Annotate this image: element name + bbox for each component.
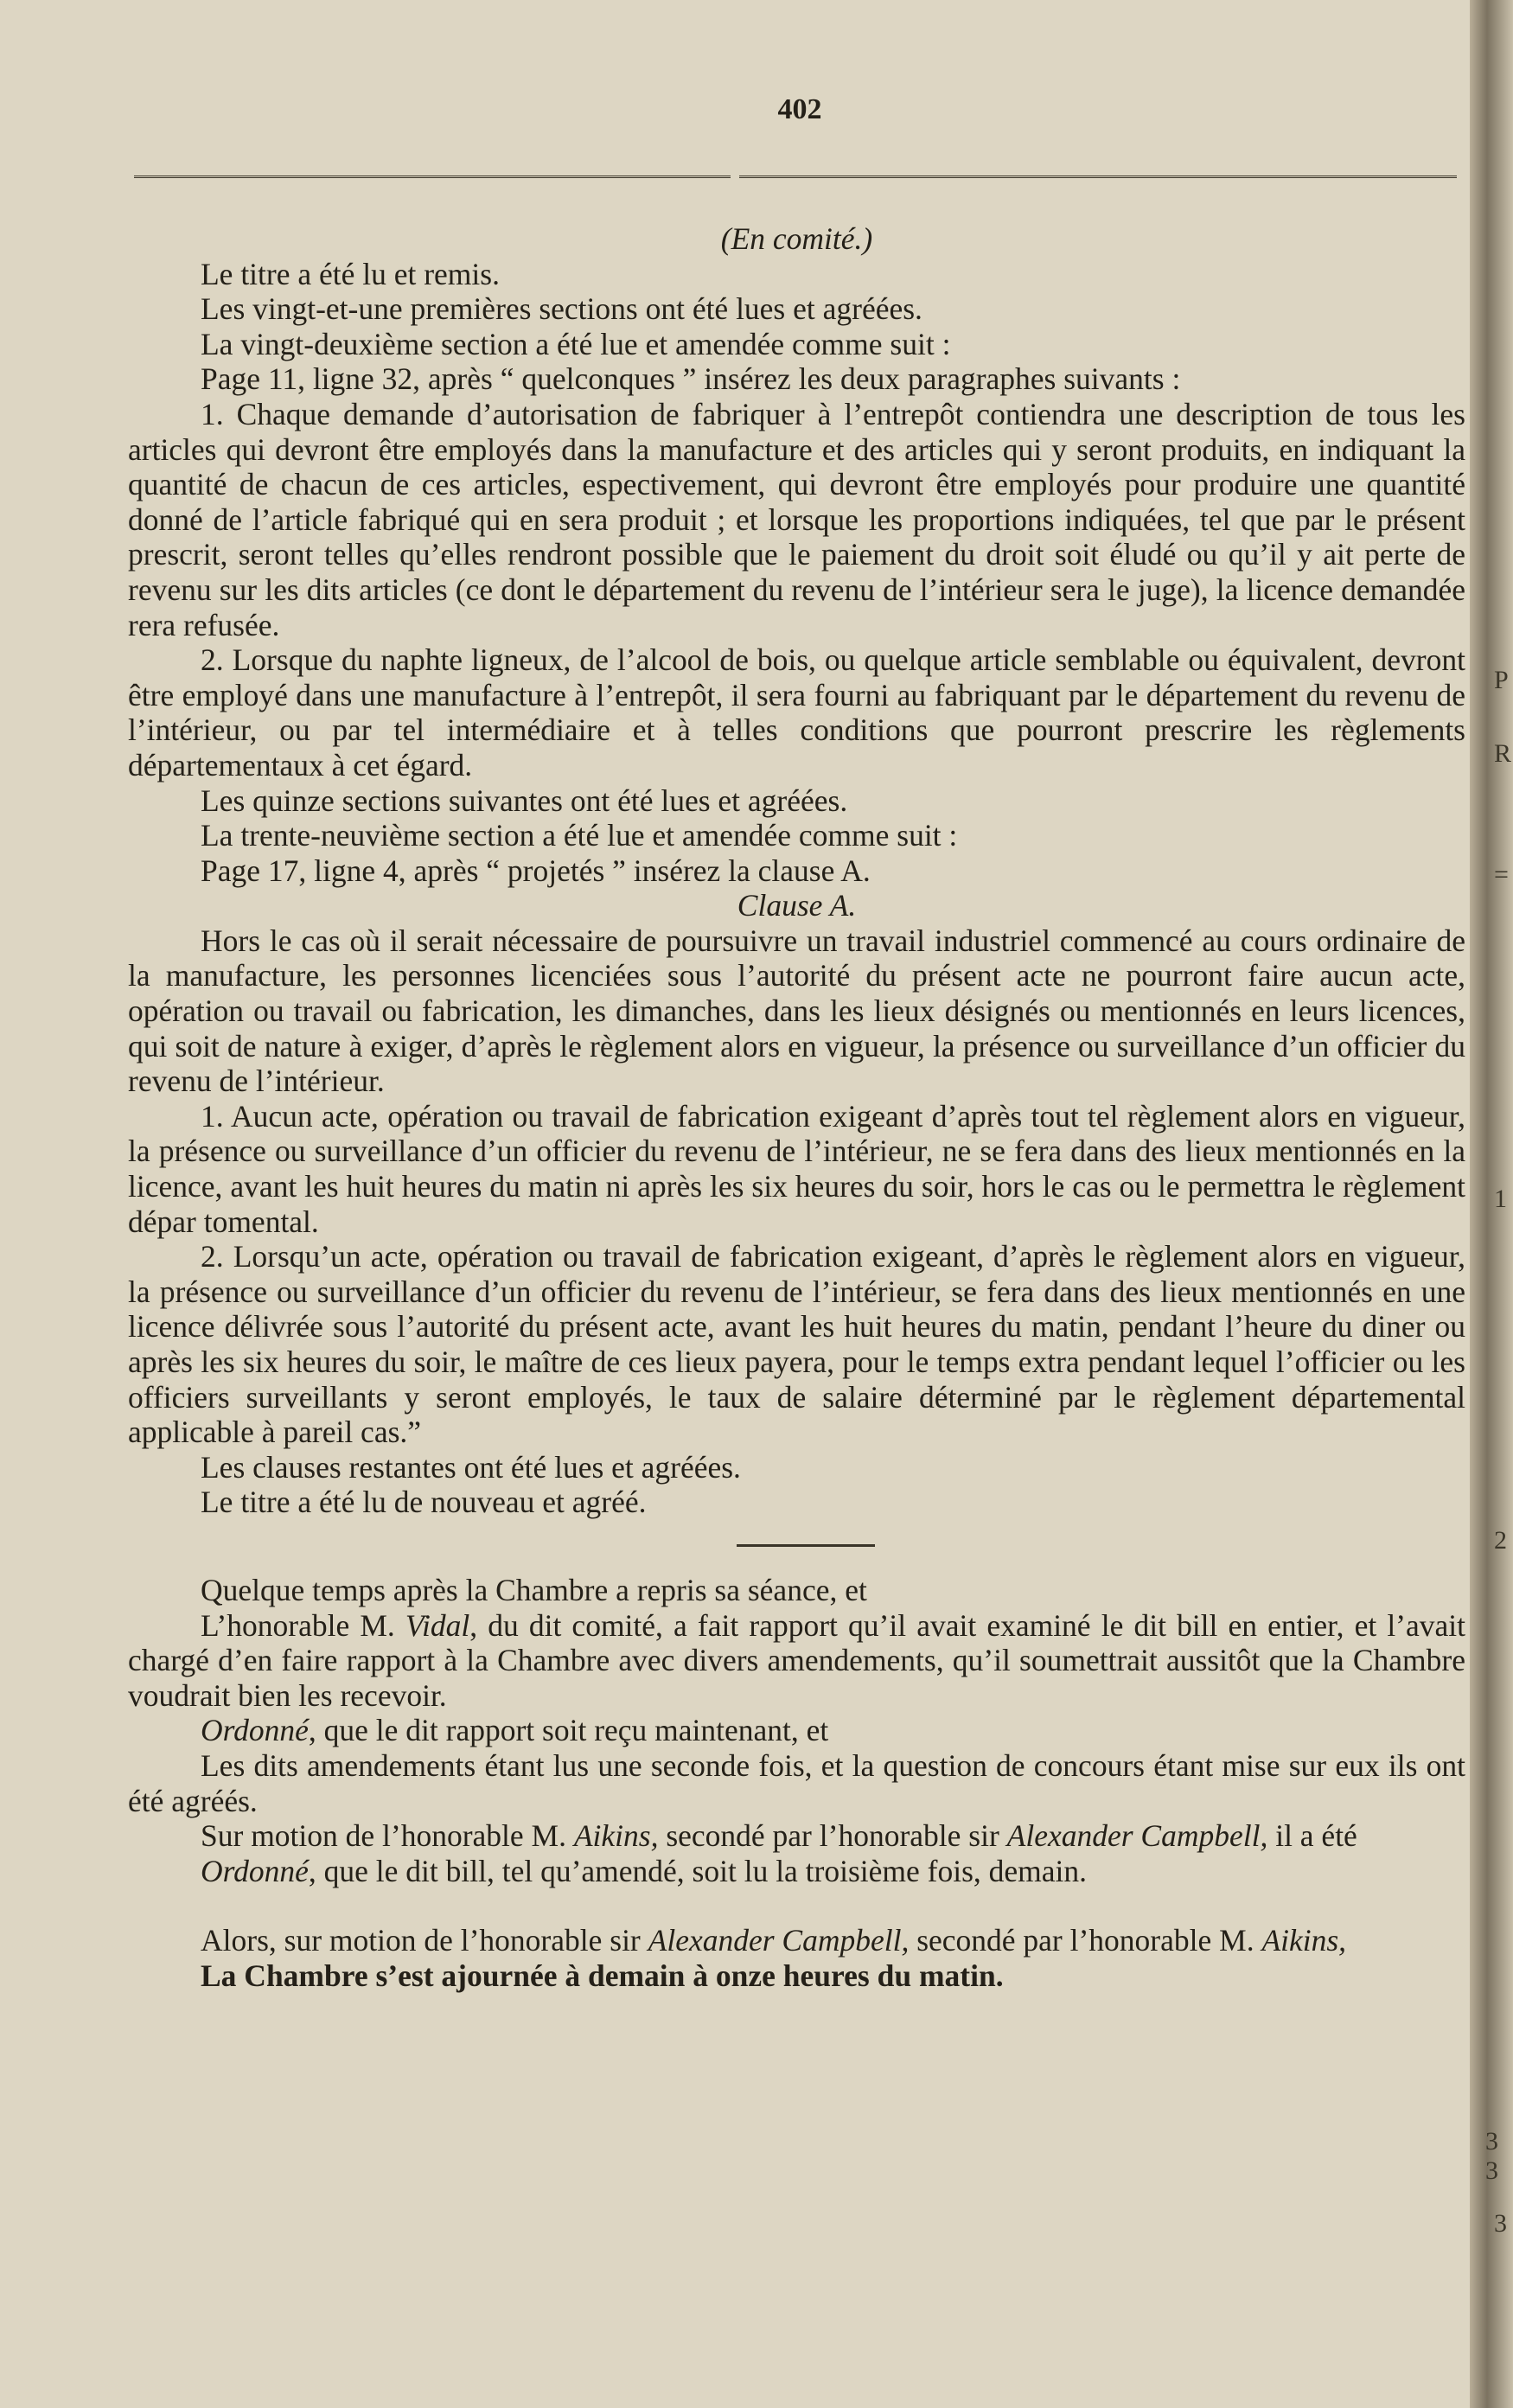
paragraph: Les vingt-et-une premières sections ont été lues et agréées. bbox=[201, 291, 922, 327]
adjournment-line: La Chambre s’est ajournée à demain à onze heures du matin. bbox=[201, 1958, 1004, 1993]
paragraph-gap bbox=[128, 1888, 1465, 1923]
body-text bbox=[128, 221, 1465, 1994]
paragraph: Page 17, ligne 4, après “ projetés ” insérez la clause A. bbox=[201, 853, 871, 888]
paragraph: Le titre a été lu de nouveau et agréé. bbox=[201, 1485, 647, 1520]
paragraph: Page 11, ligne 32, après “ quelconques ” insérez les deux paragraphes suivants : bbox=[201, 361, 1181, 397]
paragraph: 2. Lorsque du naphte ligneux, de l’alcool de bois, ou quelque article semblable ou équivalent, devront être employé dans une manufacture à l’entrepôt, il sera fourni au fabriquant par le département du revenu de l’intérieur, ou par tel intermédiaire et à telles conditions que pourront prescrire les règlements départementaux à cet égard. bbox=[128, 642, 1465, 782]
paragraph: 1. Aucun acte, opération ou travail de fabrication exigeant d’après tout tel règlement alors en vigueur, la présence ou surveillance d’un officier du revenu de l’intérieur, ne se fera dans des lieux mentionnés en la licence, avant les huit heures du matin ni après les six heures du soir, hors le cas ou le permettra le règlement dépar tomental. bbox=[128, 1098, 1465, 1239]
paragraph: La vingt-deuxième section a été lue et amendée comme suit : bbox=[201, 326, 951, 361]
margin-mark: R bbox=[1494, 739, 1512, 768]
margin-mark: 1 bbox=[1494, 1185, 1507, 1213]
margin-mark: = bbox=[1494, 860, 1509, 889]
paragraph: La trente-neuvième section a été lue et amendée comme suit : bbox=[201, 818, 958, 853]
member-name: Aikins, bbox=[573, 1818, 659, 1854]
paragraph: Alors, sur motion de l’honorable sir Alexander Campbell, secondé par l’honorable M. Aikins, bbox=[201, 1923, 1347, 1958]
section-divider bbox=[737, 1544, 875, 1547]
paragraph: Ordonné, que le dit bill, tel qu’amendé, soit lu la troisième fois, demain. bbox=[201, 1853, 1088, 1888]
header-rule-right bbox=[739, 176, 1457, 178]
ordered-label: Ordonné bbox=[201, 1713, 309, 1748]
paragraph: Les clauses restantes ont été lues et agréées. bbox=[201, 1449, 741, 1485]
ordered-label: Ordonné bbox=[201, 1853, 309, 1888]
paragraph: Les dits amendements étant lus une seconde fois, et la question de concours étant mise sur eux ils ont été agréés. bbox=[128, 1747, 1465, 1818]
margin-mark: 3 bbox=[1494, 2209, 1507, 2238]
clause-heading: Clause A. bbox=[737, 888, 857, 923]
section-heading: (En comité.) bbox=[720, 221, 873, 256]
paragraph: Ordonné, que le dit rapport soit reçu maintenant, et bbox=[201, 1713, 829, 1748]
paragraph: 1. Chaque demande d’autorisation de fabriquer à l’entrepôt contiendra une description de tous les articles qui devront être employés dans la manufacture et des articles qui y seront produits, en indiquant la quantité de chacun de ces articles, espectivement, qui devront être employés pour produire une quantité donné de l’article fabriqué qui en sera produit ; et lorsque les proportions indiquées, tel que par le présent prescrit, seront telles qu’elles rendront possible que le paiement du droit soit éludé ou qu’il y ait perte de revenu sur les dits articles (ce dont le département du revenu de l’intérieur sera le juge), la licence demandée rera refusée. bbox=[128, 396, 1465, 642]
paragraph: L’honorable M. Vidal, du dit comité, a fait rapport qu’il avait examiné le dit bill en entier, et l’avait chargé d’en faire rapport à la Chambre avec divers amendements, qu’il soumettrait aussitôt que la Chambre voudrait bien les recevoir. bbox=[128, 1607, 1465, 1713]
member-name: Alexander Campbell, bbox=[648, 1923, 910, 1958]
margin-mark: P bbox=[1494, 666, 1509, 694]
paragraph: Les quinze sections suivantes ont été lues et agréées. bbox=[201, 782, 848, 818]
margin-mark: 2 bbox=[1494, 1526, 1507, 1555]
member-name: Vidal bbox=[405, 1607, 470, 1643]
margin-mark: 3 3 bbox=[1485, 2127, 1498, 2185]
paragraph: Sur motion de l’honorable M. Aikins, secondé par l’honorable sir Alexander Campbell, il a été bbox=[201, 1818, 1357, 1854]
paragraph: Quelque temps après la Chambre a repris sa séance, et bbox=[201, 1572, 867, 1607]
member-name: Alexander Campbell, bbox=[1006, 1818, 1268, 1854]
paragraph: Hors le cas où il serait nécessaire de poursuivre un travail industriel commencé au cours ordinaire de la manufacture, les personnes licenciées sous l’autorité du présent acte ne pourront faire aucun acte, opération ou travail ou fabrication, les dimanches, dans les lieux désignés ou mentionnés en leurs licences, qui soit de nature à exiger, d’après le règlement alors en vigueur, la présence ou surveillance d’un officier du revenu de l’intérieur. bbox=[128, 923, 1465, 1099]
page-number: 402 bbox=[777, 93, 822, 125]
header-rule-left bbox=[134, 176, 731, 178]
member-name: Aikins, bbox=[1261, 1923, 1347, 1958]
paragraph: Le titre a été lu et remis. bbox=[201, 256, 500, 291]
paragraph: 2. Lorsqu’un acte, opération ou travail de fabrication exigeant, d’après le règlement alors en vigueur, la présence ou surveillance d’un officier du revenu de l’intérieur, se fera dans des lieux mentionnés en une licence délivrée sous l’autorité du présent acte, avant les huit heures du matin, pendant l’heure du diner ou après les six heures du soir, le maître de ces lieux payera, pour le temps extra pendant lequel l’officier ou les officiers surveillants y seront employés, le taux de salaire déterminé par le règlement départemental applicable à pareil cas.” bbox=[128, 1239, 1465, 1450]
